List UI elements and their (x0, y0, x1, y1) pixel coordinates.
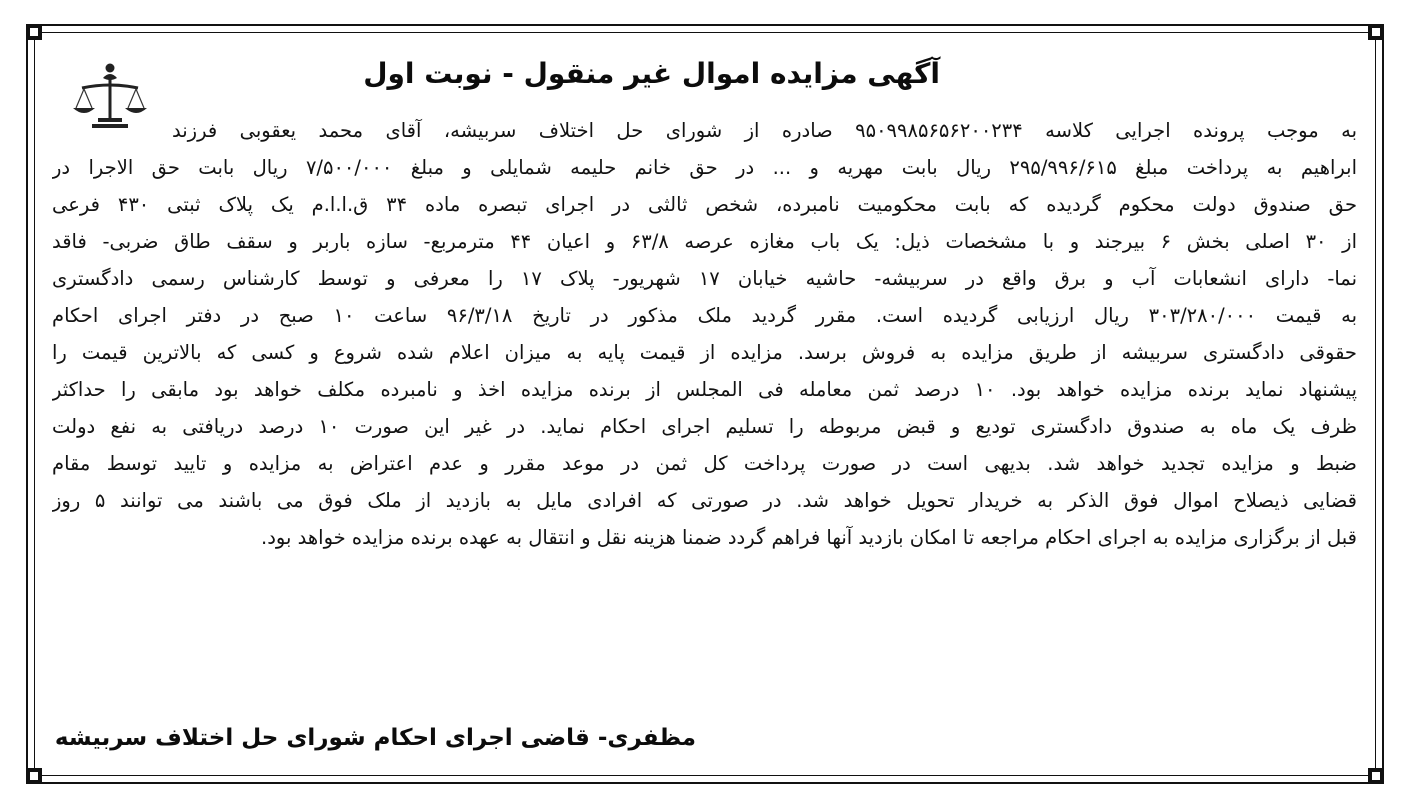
corner-ornament-top-right (1368, 24, 1384, 40)
notice-line: از ۳۰ اصلی بخش ۶ بیرجند و با مشخصات ذیل: یک باب مغازه عرصه ۶۳/۸ و اعیان ۴۴ مترمربع- سازه باربر و سقف طاق ضربی- فاقد (52, 230, 1357, 253)
corner-ornament-bottom-right (1368, 768, 1384, 784)
notice-line: ضبط و مزایده تجدید خواهد شد. بدیهی است در صورت پرداخت کل ثمن در موعد مقرر و عدم اعتراض به مزایده و تایید توسط مقام (52, 452, 1357, 475)
notice-line: حق صندوق دولت محکوم گردیده که بابت محکومیت نامبرده، شخص ثالثی در اجرای تبصره ماده ۳۴ ق.ا.ا.م یک پلاک ثبتی ۴۳۰ فرعی (52, 193, 1357, 216)
corner-ornament-bottom-left (26, 768, 42, 784)
notice-body (52, 112, 1357, 556)
signature: مظفری- قاضی اجرای احکام شورای حل اختلاف سربیشه (54, 725, 696, 751)
notice-line: قبل از برگزاری مزایده به اجرای احکام مراجعه تا امکان بازدید آنها فراهم گردد ضمنا هزینه نقل و انتقال به عهده برنده مزایده خواهد بود. (261, 526, 1357, 549)
notice-line: ظرف یک ماه به صندوق دادگستری تودیع و قبض مربوطه را تسلیم اجرای احکام نماید. در غیر این صورت ۱۰ درصد دریافتی به نفع دولت (52, 415, 1357, 438)
notice-title: آگهی مزایده اموال غیر منقول - نوبت اول (363, 57, 940, 90)
notice-line: به قیمت ۳۰۳/۲۸۰/۰۰۰ ریال ارزیابی گردیده است. مقرر گردید ملک مذکور در تاریخ ۹۶/۳/۱۸ ساعت ۱۰ صبح در دفتر اجرای احکام (52, 304, 1357, 327)
notice-line: به موجب پرونده اجرایی کلاسه ۹۵۰۹۹۸۵۶۵۶۲۰۰۲۳۴ صادره از شورای حل اختلاف سربیشه، آقای محمد یعقوبی فرزند (172, 119, 1357, 142)
notice-line: حقوقی دادگستری سربیشه از طریق مزایده به فروش برسد. مزایده از قیمت پایه به میزان اعلام شده شروع و کسی که بالاترین قیمت را (52, 341, 1357, 364)
notice-line: پیشنهاد نماید برنده مزایده خواهد بود. ۱۰ درصد ثمن معامله فی المجلس از برنده مزایده اخذ و نامبرده مکلف خواهد بود مابقی را حداکثر (52, 378, 1357, 401)
notice-line: نما- دارای انشعابات آب و برق واقع در سربیشه- حاشیه خیابان ۱۷ شهریور- پلاک ۱۷ را معرفی و توسط کارشناس رسمی دادگستری (52, 267, 1357, 290)
notice-line: قضایی ذیصلاح اموال فوق الذکر به خریدار تحویل خواهد شد. در صورتی که افرادی مایل به بازدید از ملک فوق می باشند می توانند ۵ روز (52, 489, 1357, 512)
notice-line: ابراهیم به پرداخت مبلغ ۲۹۵/۹۹۶/۶۱۵ ریال بابت مهریه و ... در حق خانم حلیمه شمایلی و مبلغ ۷/۵۰۰/۰۰۰ ریال بابت حق الاجرا در (52, 156, 1357, 179)
corner-ornament-top-left (26, 24, 42, 40)
